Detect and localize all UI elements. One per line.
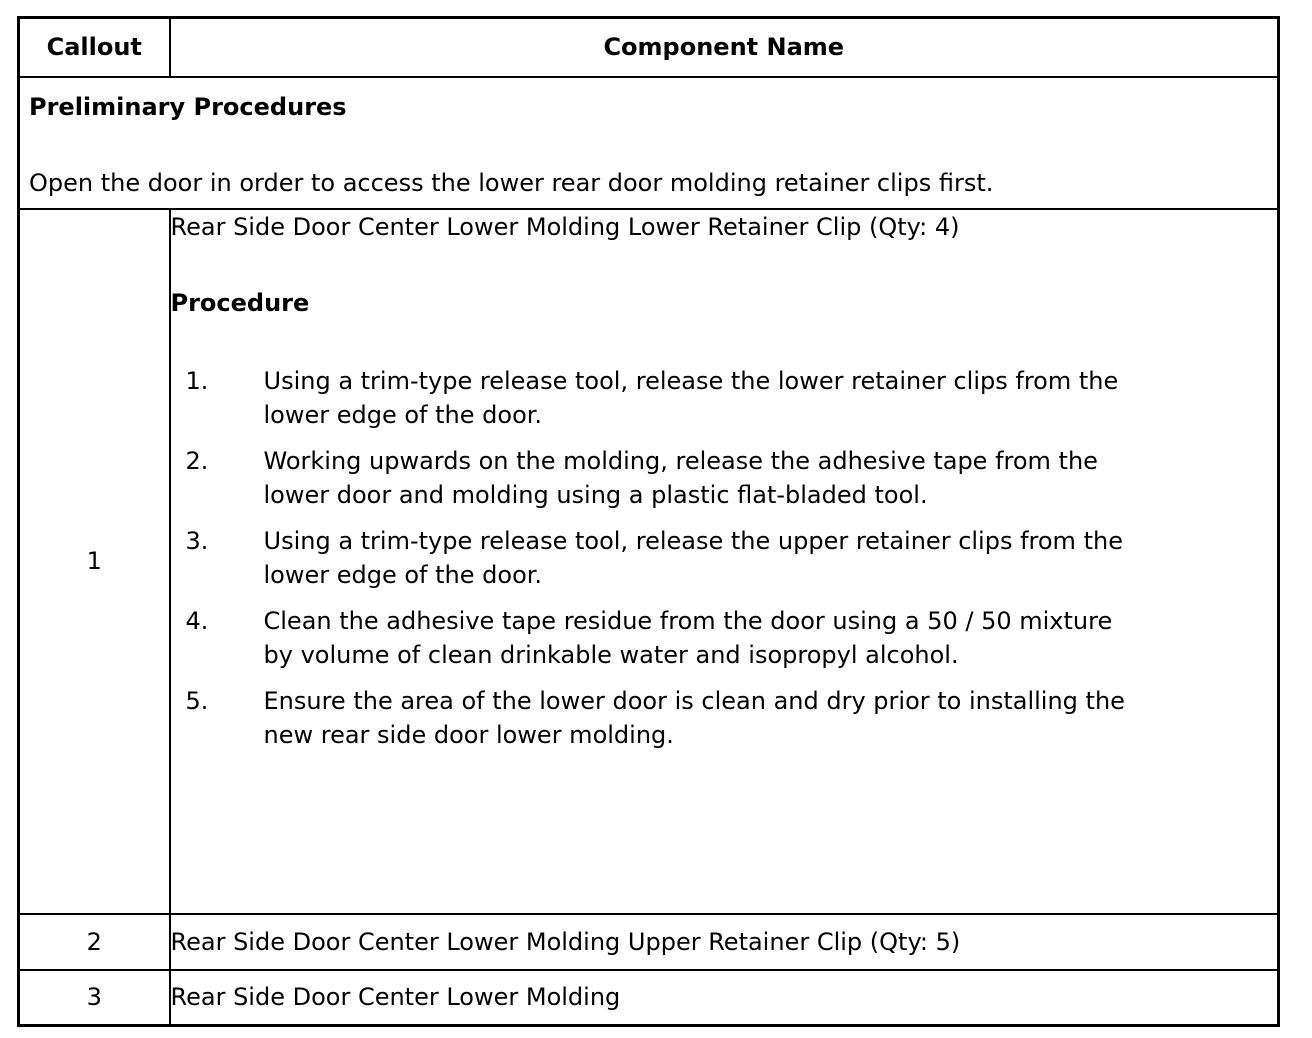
table-row-callout-3 — [19, 970, 1279, 1026]
procedure-step — [186, 364, 1278, 432]
procedure-heading: Procedure — [170, 288, 310, 317]
step-text: Clean the adhesive tape residue from the door using a 50 / 50 mixture by volume of clean drinkable water and isopropyl alcohol. — [263, 606, 1113, 669]
step-text: Using a trim-type release tool, release the lower retainer clips from the lower edge of the door. — [263, 366, 1119, 429]
callout-number: 1 — [19, 209, 170, 914]
preliminary-procedures-text: Open the door in order to access the lower rear door molding retainer clips first. — [29, 168, 994, 197]
table-row-callout-1 — [19, 209, 1279, 914]
step-number: 4. — [185, 606, 209, 635]
table-header-row — [19, 18, 1279, 77]
callout-number: 3 — [19, 970, 170, 1026]
component-table — [17, 16, 1280, 1027]
procedure-step — [186, 524, 1278, 592]
component-name-text: Rear Side Door Center Lower Molding Lower Retainer Clip (Qty: 4) — [170, 212, 960, 241]
preliminary-procedures-cell — [19, 77, 1279, 209]
component-cell — [170, 209, 1279, 914]
step-number: 5. — [185, 686, 209, 715]
preliminary-procedures-title: Preliminary Procedures — [29, 92, 347, 121]
procedure-step — [186, 604, 1278, 672]
step-text: Using a trim-type release tool, release the upper retainer clips from the lower edge of the door. — [263, 526, 1123, 589]
procedure-step — [186, 684, 1278, 752]
step-number: 3. — [185, 526, 209, 555]
procedure-step-list — [171, 364, 1278, 752]
component-name-column-header: Component Name — [170, 18, 1279, 77]
step-number: 2. — [185, 446, 209, 475]
table-row-callout-2 — [19, 914, 1279, 970]
callout-number: 2 — [19, 914, 170, 970]
component-name-text: Rear Side Door Center Lower Molding Upper Retainer Clip (Qty: 5) — [170, 914, 1279, 970]
step-text: Ensure the area of the lower door is clean and dry prior to installing the new rear side door lower molding. — [263, 686, 1125, 749]
step-text: Working upwards on the molding, release the adhesive tape from the lower door and molding using a plastic flat-bladed tool. — [263, 446, 1098, 509]
preliminary-procedures-row — [19, 77, 1279, 209]
component-name-text: Rear Side Door Center Lower Molding — [170, 970, 1279, 1026]
callout-column-header: Callout — [19, 18, 170, 77]
procedure-step — [186, 444, 1278, 512]
step-number: 1. — [185, 366, 209, 395]
